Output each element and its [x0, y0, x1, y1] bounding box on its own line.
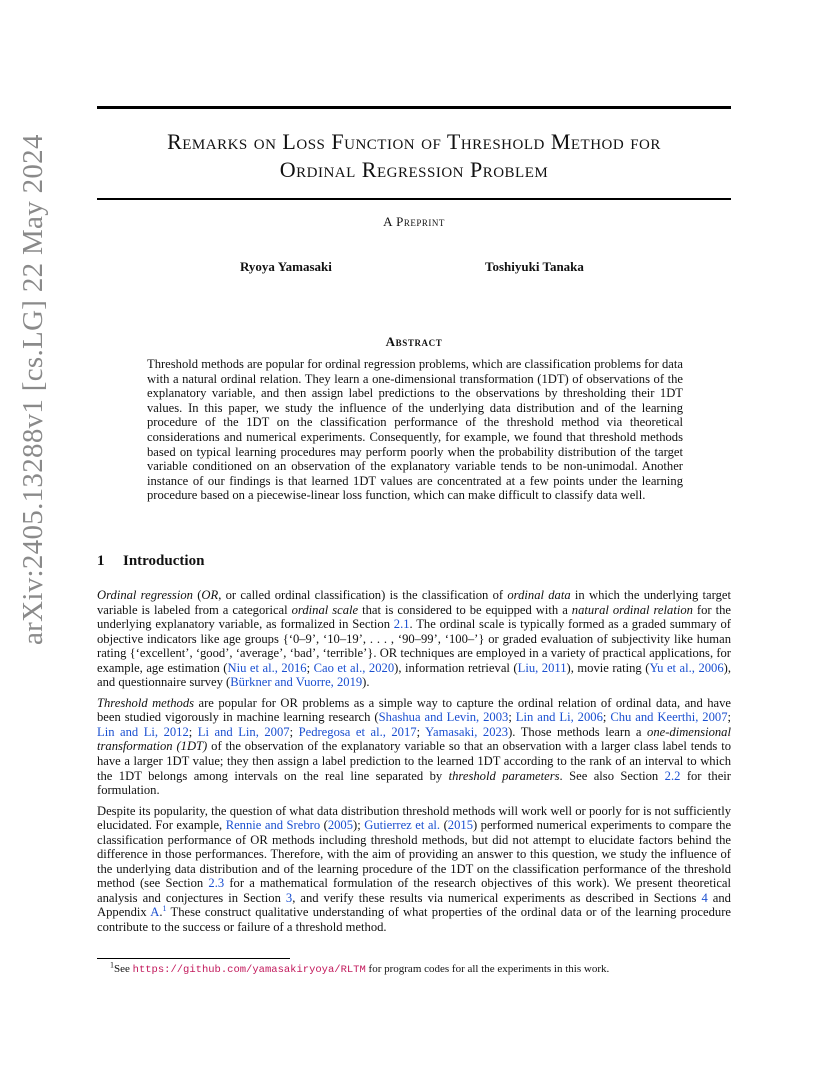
author-1: Ryoya Yamasaki [240, 259, 332, 274]
text: and Appendix [97, 890, 731, 920]
paragraph-3 [97, 804, 731, 935]
paragraph-2 [97, 696, 731, 798]
abstract-text: Threshold methods are popular for ordinal regression problems, which are classification problems for data with a natural ordinal relation. They learn a one-dimensional transformation (1DT) of observations of the explanatory variable, and then assign label predictions to the observations by thresholding their 1DT values. In this paper, we study the influence of the underlying data distribution and of the learning procedure of the 1DT on the classification performance of the threshold method via theoretical considerations and numerical experiments. Consequently, for example, we found that threshold methods based on typical learning procedures may perform poorly when the probability distribution of the target variable conditioned on an observation of the explanatory variable tends to be non-unimodal. Another instance of our findings is that learned 1DT values are concentrated at a few points under the learning procedure based on a piecewise-linear loss function, which can make difficult to classify data well. [147, 357, 683, 503]
text: ; [727, 710, 731, 725]
section-link[interactable]: 2.1 [393, 617, 410, 632]
author-2: Toshiyuki Tanaka [485, 259, 584, 274]
citation-link[interactable]: Lin and Li, 2012 [97, 724, 189, 739]
text: , or called ordinal classification) is the classification of [218, 588, 508, 602]
text: for their formulation. [97, 768, 732, 798]
citation-link[interactable]: Shashua and Levin, 2003 [378, 710, 509, 725]
text: ( [440, 818, 448, 833]
citation-link[interactable]: Yu et al., 2006 [649, 660, 724, 675]
section-title: Introduction [123, 553, 205, 569]
citation-link[interactable]: Liu, 2011 [517, 660, 567, 675]
text: that is considered to be equipped with a [358, 602, 572, 617]
text: ). [362, 675, 370, 690]
citation-link[interactable]: Pedregosa et al., 2017 [298, 724, 417, 739]
text: ) performed numerical experiments to compare the classification performance of OR methods including threshold methods, but did not attempt to elucidate factors behind the difference in those performances. Therefore, with the aim of providing an answer to this question, we study the influence of the underlying data distribution and of the learning procedure of the 1DT on the classification performance of the threshold method (see Section [97, 818, 732, 891]
paragraph-1 [97, 588, 731, 690]
body-text [97, 588, 731, 941]
term-or: OR [201, 588, 219, 602]
text: . The ordinal scale is typically formed as a graded summary of objective indicators like age groups {‘0–9’, ‘10–19’, . . . , ‘90–99’, ‘100–’} or graded evaluation of subjectivity like human rating {‘excellent’, ‘good’, ‘average’, ‘bad’, ‘terrible’}. OR techniques are employed in a variety of practical applications, for example, age estimation ( [97, 617, 731, 675]
term-1dt: one-dimensional transformation (1DT) [97, 724, 731, 754]
text: ), movie rating ( [566, 660, 650, 675]
text: ; [289, 724, 299, 739]
preprint-label: A Preprint [383, 214, 445, 229]
section-link[interactable]: 4 [701, 890, 708, 905]
term-ordinal-regression: Ordinal regression [97, 588, 193, 602]
text: for a mathematical formulation of the research objectives of this work). We present theoretical analysis and conjectures in Section [97, 876, 731, 905]
title-line-1: Remarks on Loss Function of Threshold Method for [167, 129, 661, 154]
text: ; [508, 710, 516, 725]
text: ), information retrieval ( [394, 660, 518, 675]
citation-link[interactable]: Lin and Li, 2006 [515, 710, 603, 725]
section-number: 1 [97, 553, 105, 569]
paper-title [97, 128, 731, 184]
citation-link[interactable]: Gutierrez et al. [364, 818, 441, 833]
text: ; [188, 724, 198, 739]
footnote-number: 1 [110, 960, 114, 970]
term-ordinal-scale: ordinal scale [291, 602, 359, 617]
section-link[interactable]: 2.3 [208, 876, 225, 891]
text: for program codes for all the experiments in this work. [365, 963, 610, 975]
text: ; [602, 710, 611, 725]
citation-link[interactable]: 2015 [447, 818, 473, 833]
term-threshold-methods: Threshold methods [97, 695, 195, 710]
citation-link[interactable]: Yamasaki, 2023 [425, 724, 509, 739]
text: . [159, 905, 163, 920]
text: These construct qualitative understanding of what properties of the ordinal data or of the learning procedure contribute to the success or failure of a threshold method. [97, 905, 731, 935]
abstract-heading: Abstract [385, 334, 443, 349]
text: ), and questionnaire survey ( [97, 660, 731, 690]
text: , and verify these results via numerical experiments as described in Sections [292, 890, 702, 905]
citation-link[interactable]: Cao et al., 2020 [313, 660, 395, 675]
text: See [114, 963, 133, 975]
text: . See also Section [559, 768, 665, 783]
appendix-link[interactable]: A [150, 905, 160, 920]
citation-link[interactable]: 2005 [327, 818, 354, 833]
term-natural-ordinal-relation: natural ordinal relation [571, 602, 693, 617]
citation-link[interactable]: Bürkner and Vuorre, 2019 [230, 675, 363, 690]
text: ( [320, 818, 328, 833]
text: of the observation of the explanatory variable so that an observation with a larger class label tends to have a larger 1DT value; they then assign a label prediction to the learned 1DT according to the rank of an interval to which the 1DT belongs among intervals on the real line separated by [97, 739, 731, 783]
text: for the underlying explanatory variable, as formalized in Section [97, 602, 731, 632]
citation-link[interactable]: Li and Lin, 2007 [197, 724, 290, 739]
text: ( [192, 588, 202, 602]
repo-url-link[interactable]: https://github.com/yamasakiryoya/RLTM [132, 964, 366, 976]
footnote [110, 960, 610, 976]
text: are popular for OR problems as a simple way to capture the ordinal relation of ordinal data, and have been studied vigorously in machine learning research ( [97, 695, 731, 725]
text: Despite its popularity, the question of what data distribution threshold methods will work well or poorly for is not sufficiently elucidated. For example, [97, 803, 731, 833]
term-threshold-parameters: threshold parameters [448, 768, 560, 783]
text: ; [306, 660, 314, 675]
section-link[interactable]: 3 [285, 890, 293, 905]
arxiv-stamp: arXiv:2405.13288v1 [cs.LG] 22 May 2024 [17, 134, 49, 645]
title-line-2: Ordinal Regression Problem [279, 157, 549, 182]
text: in which the underlying target variable is labeled from a categorical [97, 588, 731, 617]
citation-link[interactable]: Chu and Keerthi, 2007 [610, 710, 728, 725]
section-link[interactable]: 2.2 [664, 768, 681, 783]
term-ordinal-data: ordinal data [507, 588, 571, 602]
text: ). Those methods learn a [508, 724, 648, 739]
footnote-marker[interactable]: 1 [162, 904, 167, 914]
title-rule-top [97, 106, 731, 109]
footnote-rule [97, 958, 290, 959]
citation-link[interactable]: Rennie and Srebro [225, 818, 321, 833]
citation-link[interactable]: Niu et al., 2016 [227, 660, 307, 675]
text: ; [416, 724, 426, 739]
title-rule-bottom [97, 198, 731, 200]
text: ); [353, 818, 365, 833]
section-heading [97, 553, 204, 570]
